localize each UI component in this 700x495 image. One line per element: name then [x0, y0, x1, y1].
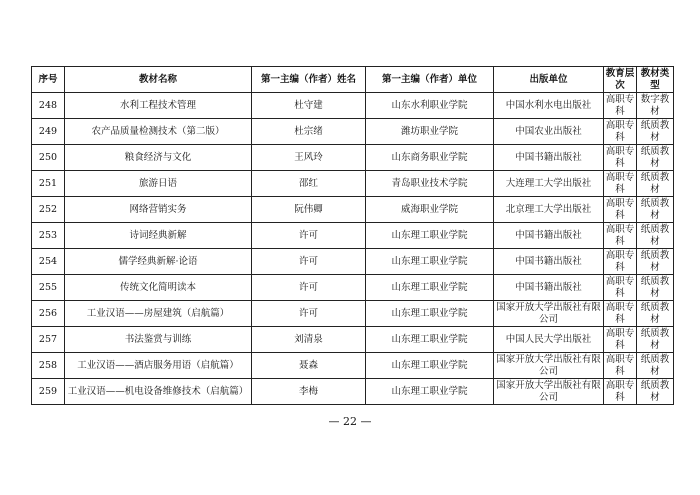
table-row: [32, 327, 674, 353]
cell-serial: 256: [32, 301, 65, 327]
cell-education-level: 高职专科: [604, 249, 637, 275]
cell-publisher: 中国人民大学出版社: [494, 327, 604, 353]
cell-publisher: 中国书籍出版社: [494, 249, 604, 275]
cell-publisher: 国家开放大学出版社有限公司: [494, 353, 604, 379]
cell-editor: 邵红: [252, 171, 366, 197]
cell-editor: 杜守建: [252, 93, 366, 119]
cell-title: 书法鉴赏与训练: [65, 327, 252, 353]
cell-editor-unit: 山东商务职业学院: [366, 145, 494, 171]
header-editor: 第一主编（作者）姓名: [252, 67, 366, 93]
cell-education-level: 高职专科: [604, 93, 637, 119]
cell-editor-unit: 山东理工职业学院: [366, 249, 494, 275]
cell-education-level: 高职专科: [604, 327, 637, 353]
header-education-level: 教育层次: [604, 67, 637, 93]
cell-publisher: 大连理工大学出版社: [494, 171, 604, 197]
cell-editor: 聂森: [252, 353, 366, 379]
cell-material-type: 纸质教材: [637, 223, 674, 249]
cell-material-type: 纸质教材: [637, 353, 674, 379]
cell-title: 网络营销实务: [65, 197, 252, 223]
cell-title: 儒学经典新解·论语: [65, 249, 252, 275]
cell-education-level: 高职专科: [604, 301, 637, 327]
cell-editor: 刘清泉: [252, 327, 366, 353]
header-publisher: 出版单位: [494, 67, 604, 93]
table-row: [32, 249, 674, 275]
cell-serial: 259: [32, 379, 65, 405]
cell-editor: 许可: [252, 249, 366, 275]
cell-publisher: 中国水利水电出版社: [494, 93, 604, 119]
cell-serial: 257: [32, 327, 65, 353]
table-row: [32, 145, 674, 171]
table-header: [32, 67, 674, 93]
cell-serial: 258: [32, 353, 65, 379]
table-row: [32, 275, 674, 301]
cell-serial: 249: [32, 119, 65, 145]
cell-editor: 李梅: [252, 379, 366, 405]
table-row: [32, 301, 674, 327]
cell-editor-unit: 山东理工职业学院: [366, 353, 494, 379]
cell-education-level: 高职专科: [604, 353, 637, 379]
cell-editor: 王风玲: [252, 145, 366, 171]
cell-serial: 250: [32, 145, 65, 171]
cell-editor: 许可: [252, 223, 366, 249]
cell-editor: 阮伟卿: [252, 197, 366, 223]
cell-publisher: 中国农业出版社: [494, 119, 604, 145]
cell-title: 工业汉语——机电设备维修技术（启航篇）: [65, 379, 252, 405]
textbook-table: [31, 66, 674, 405]
cell-material-type: 纸质教材: [637, 275, 674, 301]
table-row: [32, 171, 674, 197]
cell-serial: 254: [32, 249, 65, 275]
cell-education-level: 高职专科: [604, 197, 637, 223]
cell-education-level: 高职专科: [604, 275, 637, 301]
cell-publisher: 国家开放大学出版社有限公司: [494, 379, 604, 405]
cell-title: 诗词经典新解: [65, 223, 252, 249]
page-number: — 22 —: [328, 415, 372, 428]
cell-title: 粮食经济与文化: [65, 145, 252, 171]
cell-education-level: 高职专科: [604, 379, 637, 405]
cell-publisher: 国家开放大学出版社有限公司: [494, 301, 604, 327]
cell-editor-unit: 山东理工职业学院: [366, 379, 494, 405]
cell-material-type: 纸质教材: [637, 119, 674, 145]
cell-publisher: 中国书籍出版社: [494, 145, 604, 171]
cell-serial: 251: [32, 171, 65, 197]
table-row: [32, 379, 674, 405]
cell-serial: 255: [32, 275, 65, 301]
cell-material-type: 纸质教材: [637, 379, 674, 405]
table-row: [32, 197, 674, 223]
cell-title: 传统文化简明读本: [65, 275, 252, 301]
cell-editor: 许可: [252, 275, 366, 301]
header-serial: 序号: [32, 67, 65, 93]
table-row: [32, 353, 674, 379]
table-row: [32, 93, 674, 119]
header-row: [32, 67, 674, 93]
cell-editor-unit: 青岛职业技术学院: [366, 171, 494, 197]
header-editor-unit: 第一主编（作者）单位: [366, 67, 494, 93]
table-row: [32, 223, 674, 249]
cell-material-type: 纸质教材: [637, 145, 674, 171]
cell-material-type: 纸质教材: [637, 327, 674, 353]
cell-title: 工业汉语——房屋建筑（启航篇）: [65, 301, 252, 327]
cell-editor-unit: 山东理工职业学院: [366, 327, 494, 353]
cell-publisher: 北京理工大学出版社: [494, 197, 604, 223]
cell-editor: 杜宗绪: [252, 119, 366, 145]
cell-title: 工业汉语——酒店服务用语（启航篇）: [65, 353, 252, 379]
cell-title: 农产品质量检测技术（第二版）: [65, 119, 252, 145]
cell-editor-unit: 潍坊职业学院: [366, 119, 494, 145]
cell-material-type: 纸质教材: [637, 301, 674, 327]
cell-education-level: 高职专科: [604, 119, 637, 145]
cell-editor-unit: 山东理工职业学院: [366, 223, 494, 249]
header-title: 教材名称: [65, 67, 252, 93]
cell-editor-unit: 山东水利职业学院: [366, 93, 494, 119]
cell-education-level: 高职专科: [604, 223, 637, 249]
table-row: [32, 119, 674, 145]
cell-material-type: 纸质教材: [637, 171, 674, 197]
cell-education-level: 高职专科: [604, 171, 637, 197]
cell-publisher: 中国书籍出版社: [494, 275, 604, 301]
cell-publisher: 中国书籍出版社: [494, 223, 604, 249]
cell-material-type: 纸质教材: [637, 249, 674, 275]
cell-material-type: 纸质教材: [637, 197, 674, 223]
cell-education-level: 高职专科: [604, 145, 637, 171]
cell-serial: 252: [32, 197, 65, 223]
cell-editor: 许可: [252, 301, 366, 327]
header-material-type: 教材类型: [637, 67, 674, 93]
table-body: [32, 93, 674, 405]
cell-editor-unit: 威海职业学院: [366, 197, 494, 223]
cell-serial: 248: [32, 93, 65, 119]
cell-editor-unit: 山东理工职业学院: [366, 275, 494, 301]
cell-title: 水利工程技术管理: [65, 93, 252, 119]
cell-serial: 253: [32, 223, 65, 249]
cell-material-type: 数字教材: [637, 93, 674, 119]
cell-editor-unit: 山东理工职业学院: [366, 301, 494, 327]
cell-title: 旅游日语: [65, 171, 252, 197]
